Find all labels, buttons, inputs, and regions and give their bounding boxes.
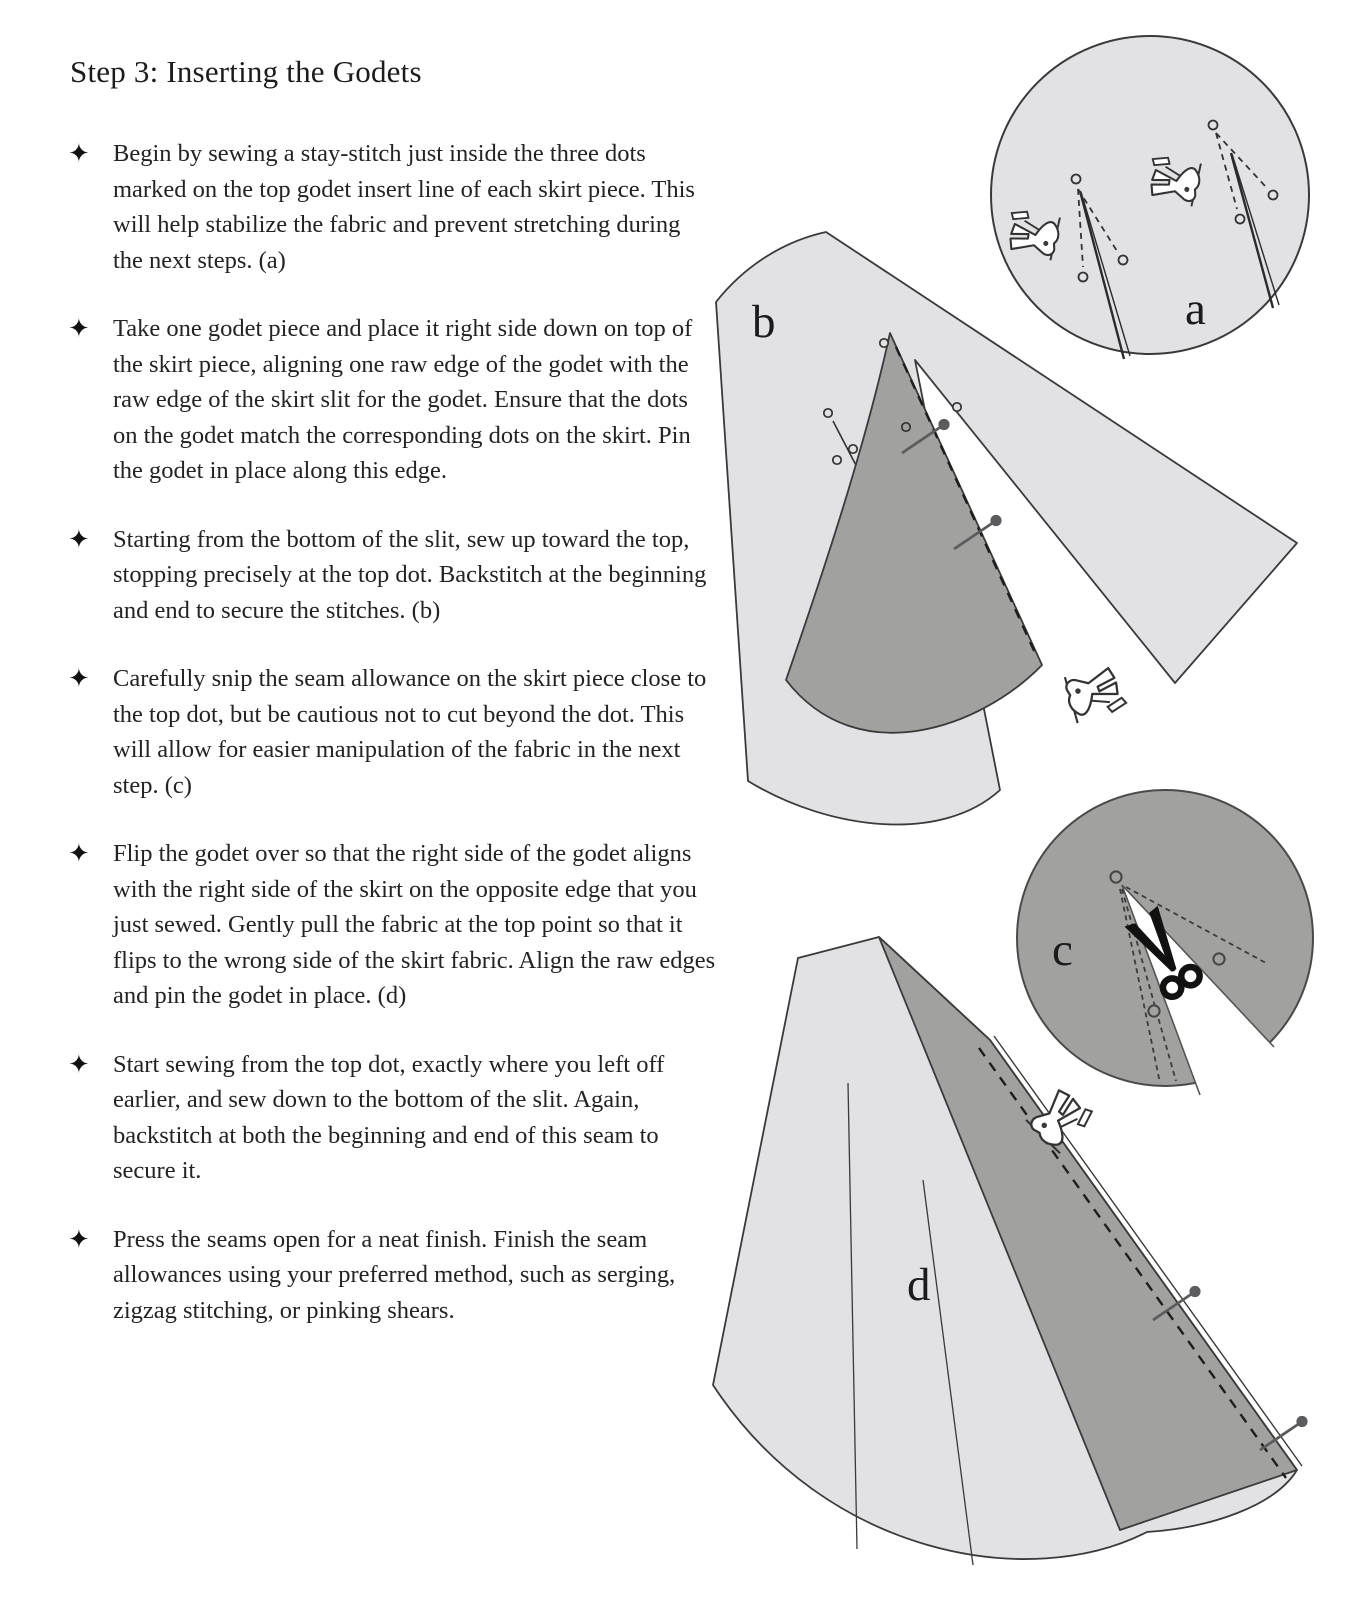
star-bullet-icon: ✦: [68, 1224, 90, 1255]
figure-b-illustration: [690, 225, 1338, 877]
marking-dot: [849, 445, 857, 453]
list-item: [66, 136, 716, 278]
instruction-text: Flip the godet over so that the right side of the godet aligns with the right side of the skirt on the opposite edge that you just sewed. Gently pull the fabric at the top point so that it flips to the wrong side of the skirt fabric. Align the raw edges and pin the godet in place. (d): [113, 840, 716, 1009]
marking-dot: [1236, 215, 1245, 224]
marking-dot: [1072, 175, 1081, 184]
instruction-text: Press the seams open for a neat finish. Finish the seam allowances using your preferred method, such as serging, zigzag stitching, or pinking shears.: [113, 1225, 676, 1324]
instruction-text: Starting from the bottom of the slit, sew up toward the top, stopping precisely at the top dot. Backstitch at the beginning and end to secure the stitches. (b): [113, 525, 707, 624]
star-bullet-icon: ✦: [68, 1049, 90, 1080]
figure-d-illustration: [685, 928, 1358, 1608]
list-item: [66, 836, 716, 1014]
instruction-text: Take one godet piece and place it right side down on top of the skirt piece, aligning one raw edge of the godet with the raw edge of the skirt slit for the godet. Ensure that the dots on the godet match the corresponding dots on the skirt. Pin the godet in place along this edge.: [113, 315, 693, 484]
figure-b-label: b: [752, 296, 776, 348]
marking-dot: [1209, 121, 1218, 130]
marking-dot: [953, 403, 961, 411]
star-bullet-icon: ✦: [68, 139, 90, 169]
figure-a-label: a: [1185, 283, 1206, 335]
marking-dot: [824, 409, 832, 417]
skirt-piece: [716, 232, 1297, 825]
figure-d-label: d: [907, 1259, 931, 1311]
star-bullet-icon: ✦: [68, 664, 90, 694]
presser-foot-icon: [1060, 661, 1127, 725]
marking-dot: [902, 423, 910, 431]
list-item: [66, 1222, 716, 1329]
list-item: [66, 311, 716, 489]
star-bullet-icon: ✦: [68, 314, 90, 344]
star-bullet-icon: ✦: [68, 524, 90, 555]
page-title: Step 3: Inserting the Godets: [70, 54, 422, 89]
list-item: [66, 1047, 716, 1189]
marking-dot: [1269, 191, 1278, 200]
instruction-text-column: [66, 54, 716, 1361]
star-bullet-icon: ✦: [68, 839, 90, 869]
instruction-text: Begin by sewing a stay-stitch just inside the three dots marked on the top godet insert line of each skirt piece. This will help stabilize the fabric and prevent stretching during the next steps. (a): [113, 140, 695, 274]
marking-dot: [880, 339, 888, 347]
list-item: [66, 522, 716, 629]
instruction-text: Start sewing from the top dot, exactly where you left off earlier, and sew down to the bottom of the slit. Again, backstitch at both the beginning and end of this seam to secure it.: [113, 1050, 665, 1184]
marking-dot: [1110, 871, 1121, 882]
figure-c-label: c: [1052, 924, 1073, 976]
instruction-list: [66, 136, 716, 1328]
instruction-text: Carefully snip the seam allowance on the skirt piece close to the top dot, but be cautious not to cut beyond the dot. This will allow for easier manipulation of the fabric in the next step. (c): [113, 665, 707, 799]
marking-dot: [833, 456, 841, 464]
list-item: [66, 661, 716, 803]
